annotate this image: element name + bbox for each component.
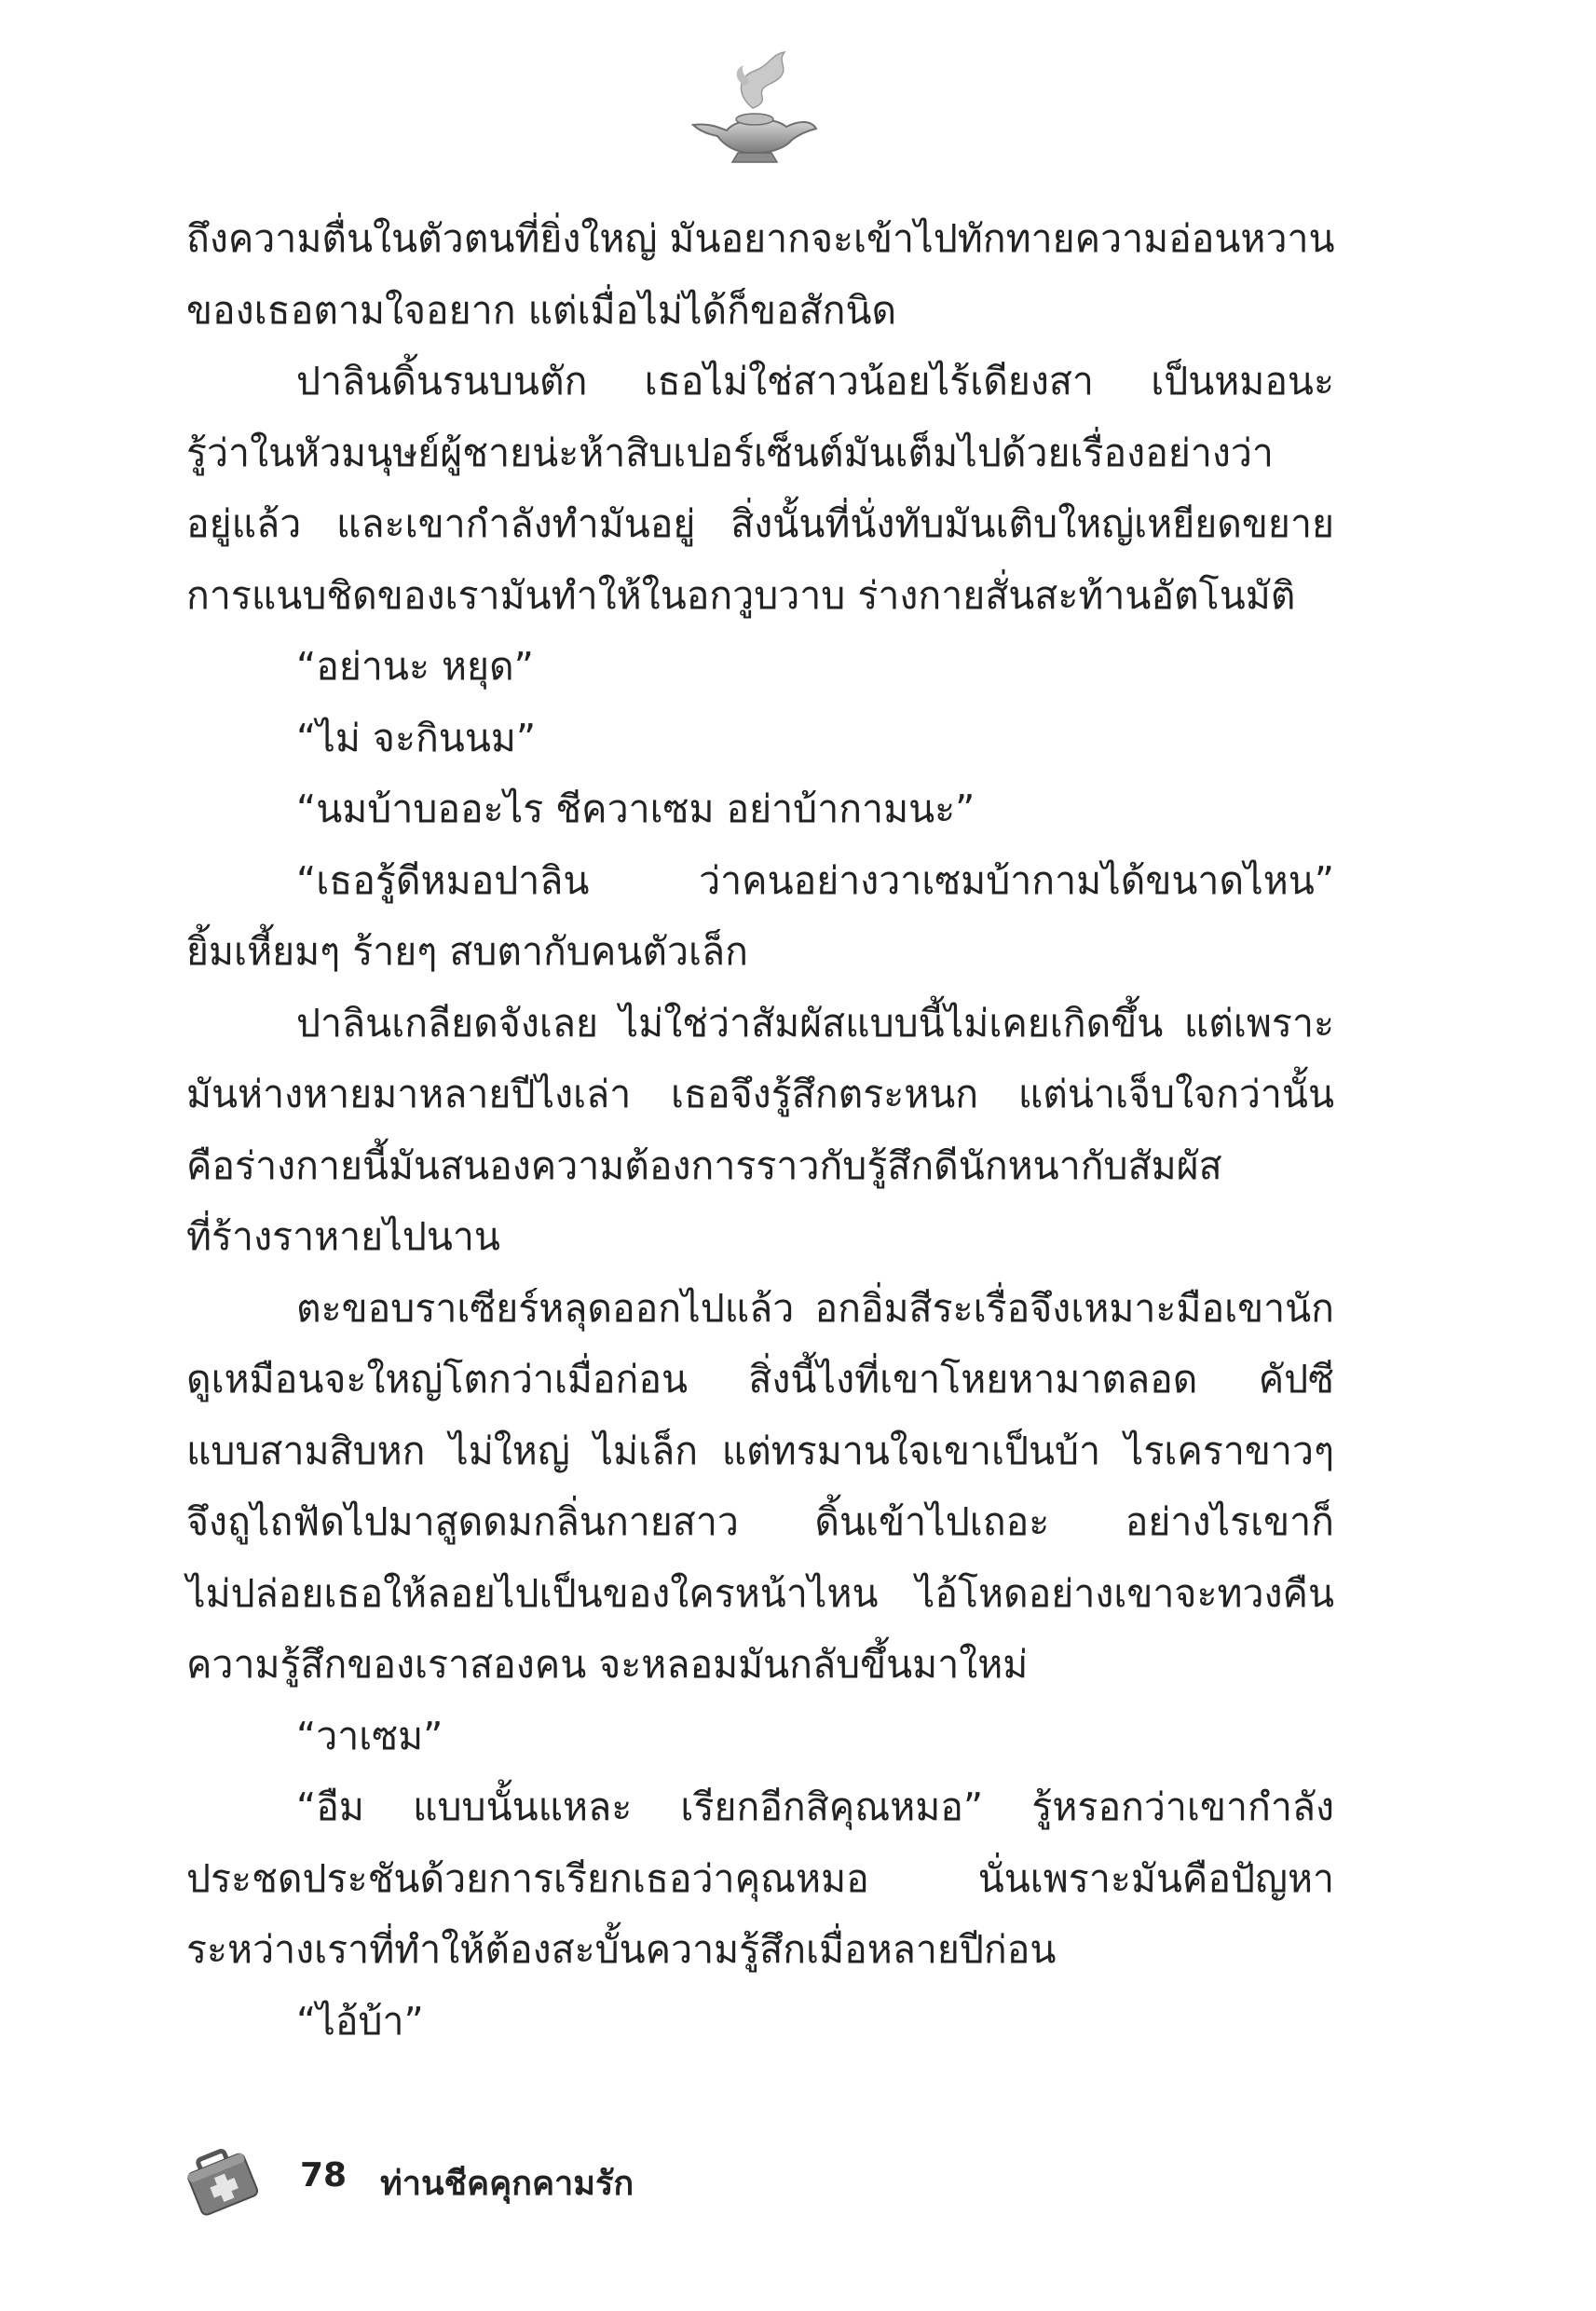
- first-aid-kit-icon: [183, 2132, 272, 2222]
- page-footer: [183, 2132, 742, 2235]
- text-line: ยิ้มเหี้ยมๆ ร้ายๆ สบตากับคนตัวเล็ก: [186, 929, 748, 974]
- text-line: ของเธอตามใจอยาก แต่เมื่อไม่ได้ก็ขอสักนิด: [186, 287, 897, 333]
- text-line: “นมบ้าบออะไร ชีควาเซม อย่าบ้ากามนะ”: [296, 786, 975, 831]
- text-line: ที่ร้างราหายไปนาน: [186, 1214, 500, 1259]
- book-title: ท่านชีคคุกคามรัก: [380, 2165, 634, 2203]
- text-line: ประชดประชันด้วยการเรียกเธอว่าคุณหมอ นั่นเพราะมันคือปัญหา: [186, 1855, 1334, 1901]
- text-line: คือร่างกายนี้มันสนองความต้องการราวกับรู้สึกดีนักหนากับสัมผัส: [186, 1142, 1222, 1188]
- text-line: “เธอรู้ดีหมอปาลิน ว่าคนอย่างวาเซมบ้ากามได้ขนาดไหน”: [296, 857, 1334, 903]
- text-line: ถึงความตื่นในตัวตนที่ยิ่งใหญ่ มันอยากจะเข้าไปทักทายความอ่อนหวาน: [186, 216, 1335, 261]
- text-line: ระหว่างเราที่ทำให้ต้องสะบั้นความรู้สึกเมื่อหลายปีก่อน: [186, 1927, 1057, 1972]
- genie-lamp-icon: [680, 48, 829, 170]
- text-line: ปาลินดิ้นรนบนตัก เธอไม่ใช่สาวน้อยไร้เดียงสา เป็นหมอนะ: [296, 359, 1334, 403]
- text-line: ตะขอบราเซียร์หลุดออกไปแล้ว อกอิ่มสีระเรื่อจึงเหมาะมือเขานัก: [296, 1285, 1334, 1331]
- text-line: การแนบชิดของเรามันทำให้ในอกวูบวาบ ร่างกายสั่นสะท้านอัตโนมัติ: [186, 572, 1296, 618]
- text-line: จึงถูไถฟัดไปมาสูดดมกลิ่นกายสาว ดิ้นเข้าไปเถอะ อย่างไรเขาก็: [186, 1499, 1334, 1544]
- text-line: ไม่ปล่อยเธอให้ลอยไปเป็นของใครหน้าไหน ไอ้โหดอย่างเขาจะทวงคืน: [186, 1570, 1334, 1616]
- text-line: แบบสามสิบหก ไม่ใหญ่ ไม่เล็ก แต่ทรมานใจเขาเป็นบ้า ไรเคราขาวๆ: [186, 1428, 1334, 1473]
- text-line: ปาลินเกลียดจังเลย ไม่ใช่ว่าสัมผัสแบบนี้ไม่เคยเกิดขึ้น แต่เพราะ: [296, 1000, 1334, 1046]
- text-line: รู้ว่าในหัวมนุษย์ผู้ชายน่ะห้าสิบเปอร์เซ็นต์มันเต็มไปด้วยเรื่องอย่างว่า: [186, 430, 1274, 475]
- text-line: “ไม่ จะกินนม”: [296, 715, 537, 760]
- text-line: “อย่านะ หยุด”: [296, 644, 534, 689]
- text-line: ดูเหมือนจะใหญ่โตกว่าเมื่อก่อน สิ่งนี้ไงที่เขาโหยหามาตลอด คัปซี: [186, 1357, 1334, 1402]
- text-line: “อืม แบบนั้นแหละ เรียกอีกสิคุณหมอ” รู้หรอกว่าเขากำลัง: [296, 1785, 1334, 1829]
- body-text: [186, 203, 1334, 2057]
- text-line: มันห่างหายมาหลายปีไงเล่า เธอจึงรู้สึกตระหนก แต่น่าเจ็บใจกว่านั้น: [186, 1072, 1334, 1116]
- page-number: 78: [300, 2156, 348, 2195]
- text-line: ความรู้สึกของเราสองคน จะหลอมมันกลับขึ้นมาใหม่: [186, 1642, 1029, 1687]
- text-line: อยู่แล้ว และเขากำลังทำมันอยู่ สิ่งนั้นที่นั่งทับมันเติบใหญ่เหยียดขยาย: [186, 501, 1334, 546]
- text-line: “ไอ้บ้า”: [296, 1998, 424, 2044]
- text-line: “วาเซม”: [296, 1713, 443, 1758]
